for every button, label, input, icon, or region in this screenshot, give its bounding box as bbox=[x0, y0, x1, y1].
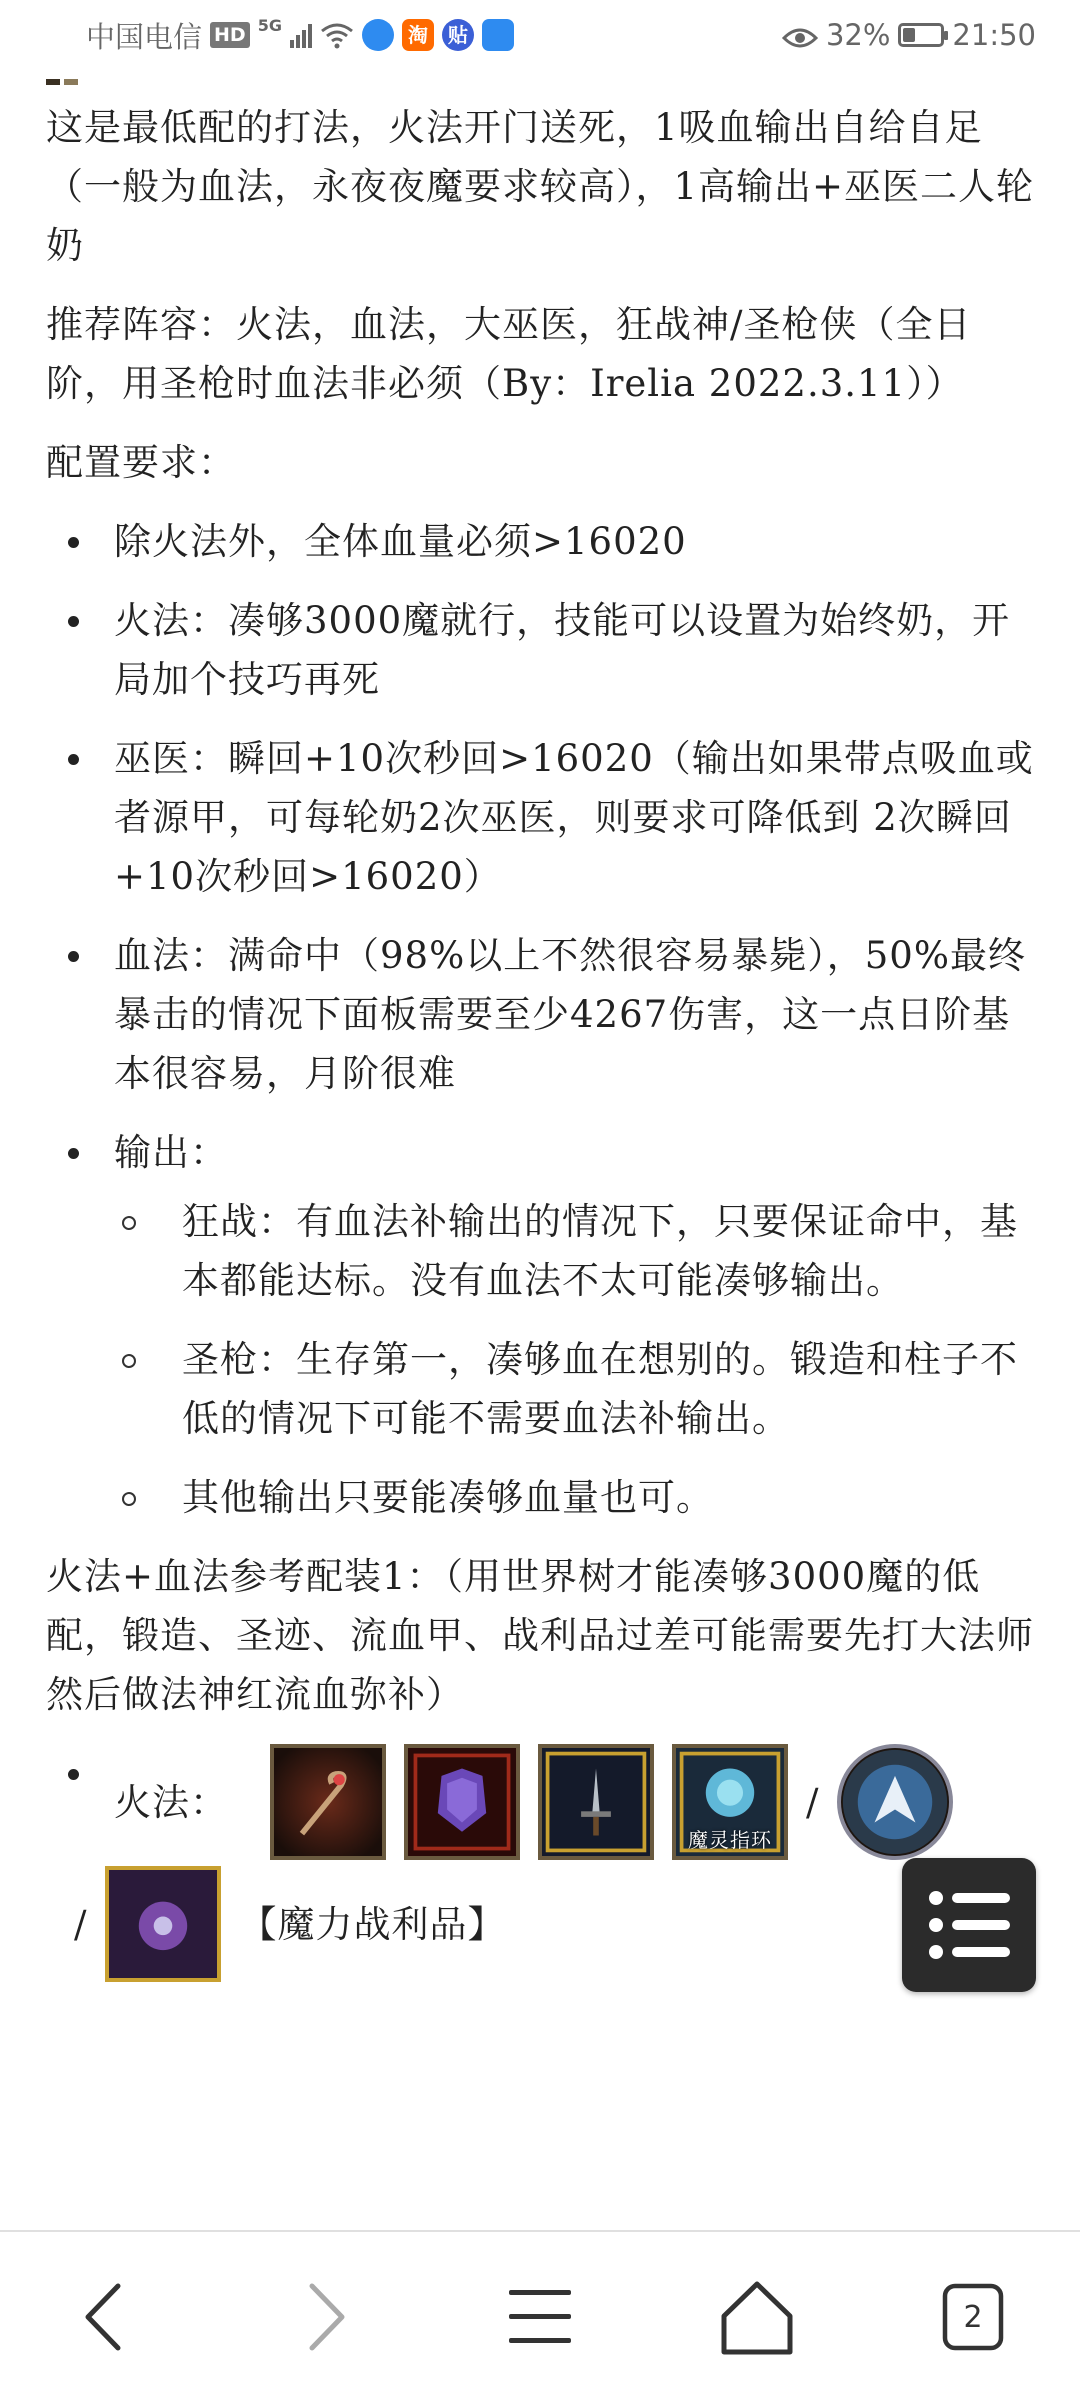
list-item: 圣枪：生存第一，凑够血在想别的。锻造和柱子不低的情况下可能不需要血法补输出。 bbox=[114, 1330, 1036, 1448]
browser-bottom-bar bbox=[0, 2230, 1080, 2400]
list-item bbox=[46, 512, 1036, 571]
requirement-text: 血法：满命中（98%以上不然很容易暴毙），50%最终暴击的情况下面板需要至少4267伤害，这一点日阶基本很容易，月阶很难 bbox=[114, 934, 1026, 1095]
loot-label: 【魔力战利品】 bbox=[239, 1902, 506, 1946]
ring-equip-icon[interactable] bbox=[672, 1744, 788, 1860]
browser-app-icon bbox=[362, 19, 394, 51]
battery-icon bbox=[898, 23, 944, 47]
home-icon bbox=[712, 2272, 802, 2362]
list-item bbox=[46, 1744, 1036, 1982]
requirements-list bbox=[46, 512, 1036, 1527]
relic-equip-icon[interactable] bbox=[105, 1866, 221, 1982]
tab-count: 2 bbox=[963, 2299, 983, 2335]
carrier-label: 中国电信 bbox=[86, 19, 203, 54]
equip-row-2 bbox=[74, 1866, 1036, 1982]
gear-title: 火法+血法参考配装1：（用世界树才能凑够3000魔的低配，锻造、圣迹、流血甲、战利品过差可能需要先打大法师然后做法神红流血弥补） bbox=[46, 1555, 1034, 1716]
network-type: 5G bbox=[257, 15, 282, 35]
back-arrow-icon bbox=[62, 2272, 152, 2362]
gear-list bbox=[46, 1744, 1036, 1982]
emblem-equip-icon[interactable] bbox=[837, 1744, 953, 1860]
separator: / bbox=[74, 1902, 88, 1946]
separator: / bbox=[806, 1780, 820, 1824]
ring-caption: 魔灵指环 bbox=[688, 1828, 772, 1852]
sword-equip-icon[interactable] bbox=[538, 1744, 654, 1860]
back-button[interactable] bbox=[62, 2272, 152, 2362]
status-right bbox=[782, 18, 1036, 52]
list-item bbox=[46, 591, 1036, 709]
staff-equip-icon[interactable] bbox=[270, 1744, 386, 1860]
home-button[interactable] bbox=[712, 2272, 802, 2362]
output-sublist bbox=[114, 1192, 1036, 1527]
status-bar bbox=[0, 0, 1080, 70]
scroll-remnant bbox=[46, 70, 82, 78]
armor-equip-icon[interactable] bbox=[404, 1744, 520, 1860]
forward-arrow-icon bbox=[278, 2272, 368, 2362]
article-content bbox=[46, 98, 1036, 1982]
taobao-app-icon: 淘 bbox=[402, 19, 434, 51]
hd-badge: HD bbox=[210, 22, 250, 48]
menu-button[interactable] bbox=[495, 2272, 585, 2362]
tieba-app-icon: 贴 bbox=[442, 19, 474, 51]
battery-fill bbox=[903, 28, 915, 42]
eye-icon bbox=[782, 23, 818, 47]
hamburger-icon bbox=[495, 2272, 585, 2362]
wifi-icon bbox=[320, 21, 354, 49]
forward-button[interactable] bbox=[278, 2272, 368, 2362]
intro-paragraph: 这是最低配的打法，火法开门送死，1吸血输出自给自足（一般为血法，永夜夜魔要求较高），1高输出+巫医二人轮奶 bbox=[46, 106, 1035, 267]
list-item bbox=[46, 926, 1036, 1103]
requirement-text: 除火法外，全体血量必须>16020 bbox=[114, 520, 687, 563]
list-item bbox=[46, 729, 1036, 906]
recommended-paragraph: 推荐阵容：火法，血法，大巫医，狂战神/圣枪侠（全日阶，用圣枪时血法非必须（By：Irelia 2022.3.11）） bbox=[46, 303, 972, 405]
weather-app-icon bbox=[482, 19, 514, 51]
requirement-text: 输出： bbox=[114, 1131, 228, 1174]
toc-menu-button[interactable] bbox=[902, 1858, 1036, 1992]
requirement-text: 巫医：瞬回+10次秒回>16020（输出如果带点吸血或者源甲，可每轮奶2次巫医，则要求可降低到 2次瞬回+10次秒回>16020） bbox=[114, 737, 1034, 898]
list-item bbox=[46, 1123, 1036, 1527]
list-icon bbox=[902, 1858, 1036, 1992]
clock: 21:50 bbox=[952, 18, 1036, 52]
requirement-text: 火法：凑够3000魔就行，技能可以设置为始终奶，开局加个技巧再死 bbox=[114, 599, 1011, 701]
signal-icon bbox=[290, 22, 312, 48]
status-left bbox=[86, 15, 514, 56]
gear-item-label: 火法： bbox=[114, 1780, 228, 1824]
tabs-button[interactable] bbox=[928, 2272, 1018, 2362]
requirements-title: 配置要求： bbox=[46, 441, 236, 484]
list-item: 狂战：有血法补输出的情况下，只要保证命中，基本都能达标。没有血法不太可能凑够输出。 bbox=[114, 1192, 1036, 1310]
equip-row bbox=[114, 1744, 1036, 1860]
battery-percent: 32% bbox=[825, 18, 891, 52]
list-item: 其他输出只要能凑够血量也可。 bbox=[114, 1468, 1036, 1527]
